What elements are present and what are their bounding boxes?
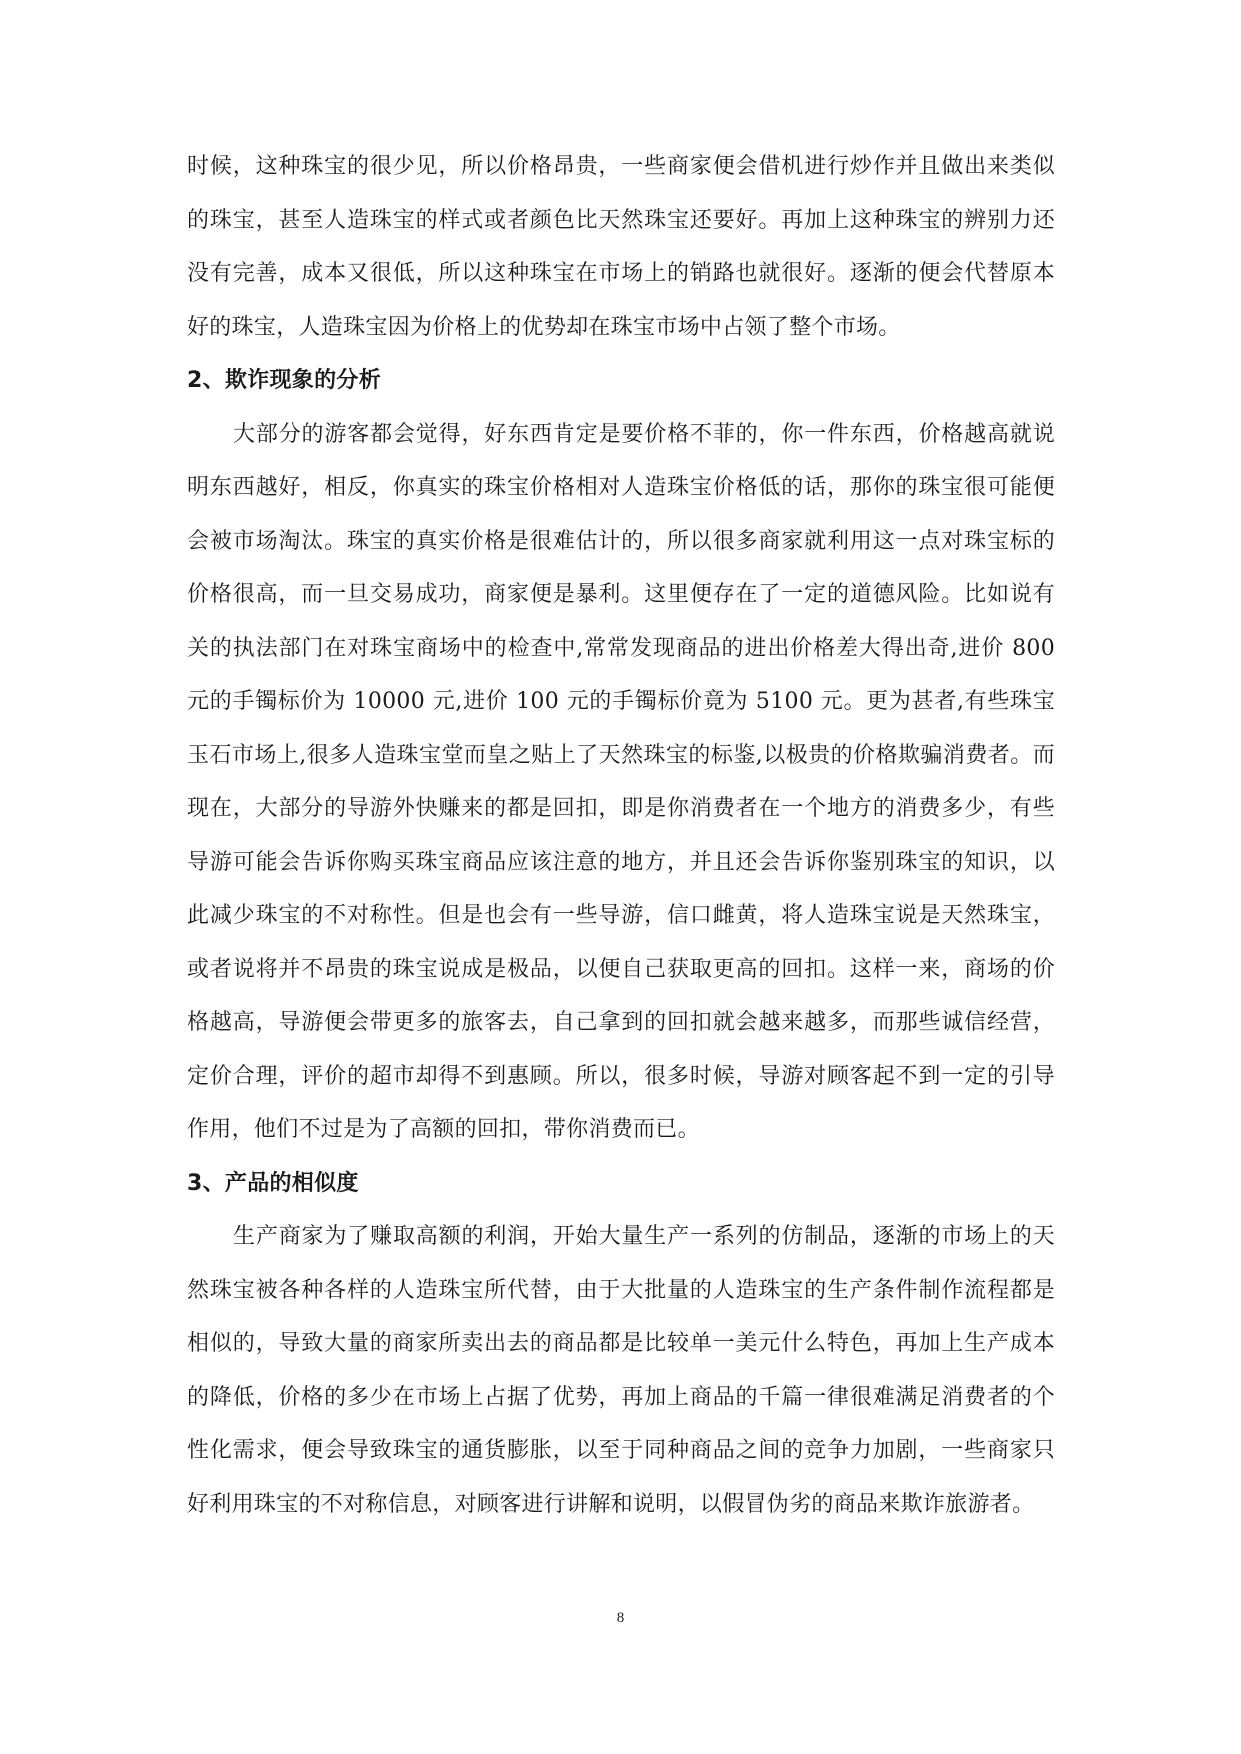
product-similarity-paragraph: 生产商家为了赚取高额的利润，开始大量生产一系列的仿制品，逐渐的市场上的天然珠宝被各种各样的人造珠宝所代替，由于大批量的人造珠宝的生产条件制作流程都是相似的，导致大量的商家所卖出去的商品都是比较单一美元什么特色，再加上生产成本的降低，价格的多少在市场上占据了优势，再加上商品的千篇一律很难满足消费者的个性化需求，便会导致珠宝的通货膨胀，以至于同种商品之间的竞争力加剧，一些商家只好利用珠宝的不对称信息，对顾客进行讲解和说明，以假冒伪劣的商品来欺诈旅游者。 bbox=[187, 1224, 1055, 1517]
section-heading-product-similarity: 3、产品的相似度 bbox=[187, 1170, 359, 1196]
page-body bbox=[187, 140, 1055, 1531]
continuation-paragraph: 时候，这种珠宝的很少见，所以价格昂贵，一些商家便会借机进行炒作并且做出来类似的珠宝，甚至人造珠宝的样式或者颜色比天然珠宝还要好。再加上这种珠宝的辨别力还没有完善，成本又很低，所以这种珠宝在市场上的销路也就很好。逐渐的便会代替原本好的珠宝，人造珠宝因为价格上的优势却在珠宝市场中占领了整个市场。 bbox=[187, 154, 1055, 340]
page-number: 8 bbox=[616, 1610, 625, 1626]
section-heading-fraud-analysis: 2、欺诈现象的分析 bbox=[187, 368, 382, 393]
fraud-analysis-paragraph: 大部分的游客都会觉得，好东西肯定是要价格不菲的，你一件东西，价格越高就说明东西越好，相反，你真实的珠宝价格相对人造珠宝价格低的话，那你的珠宝很可能便会被市场淘汰。珠宝的真实价格是很难估计的，所以很多商家就利用这一点对珠宝标的价格很高，而一旦交易成功，商家便是暴利。这里便存在了一定的道德风险。比如说有关的执法部门在对珠宝商场中的检查中,常常发现商品的进出价格差大得出奇,进价 800 元的手镯标价为 10000 元,进价 100 元的手镯标价竟为 5100 元。更为甚者,有些珠宝玉石市场上,很多人造珠宝堂而皇之贴上了天然珠宝的标鉴,以极贵的价格欺骗消费者。而现在，大部分的导游外快赚来的都是回扣，即是你消费者在一个地方的消费多少，有些导游可能会告诉你购买珠宝商品应该注意的地方，并且还会告诉你鉴别珠宝的知识，以此减少珠宝的不对称性。但是也会有一些导游，信口雌黄，将人造珠宝说是天然珠宝，或者说将并不昂贵的珠宝说成是极品，以便自己获取更高的回扣。这样一来，商场的价格越高，导游便会带更多的旅客去，自己拿到的回扣就会越来越多，而那些诚信经营，定价合理，评价的超市却得不到惠顾。所以，很多时候，导游对顾客起不到一定的引导作用，他们不过是为了高额的回扣，带你消费而已。 bbox=[187, 421, 1055, 1142]
